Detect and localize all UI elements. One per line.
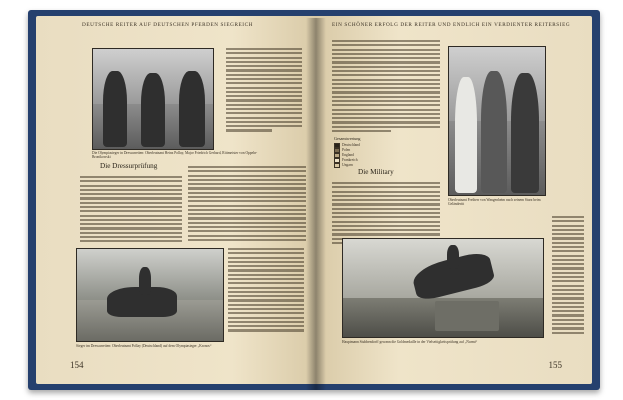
right-page xyxy=(316,16,592,384)
legend-item: Polen xyxy=(334,148,361,153)
legend-item: Frankreich xyxy=(334,158,361,163)
right-page-number: 155 xyxy=(548,360,562,370)
photo-bottom-caption: Sieger im Dressurreiten: Oberleutnant Pollay (Deutschland) auf dem Olympiasieger „Kronos“ xyxy=(76,344,212,348)
rider-figure xyxy=(139,267,151,295)
legend-title: Gesamtwertung xyxy=(334,136,361,141)
left-page-header: DEUTSCHE REITER AUF DEUTSCHEN PFERDEN SIEGREICH xyxy=(82,22,254,28)
person-figure xyxy=(481,71,507,193)
photo-officer-injured xyxy=(448,46,546,196)
legend-item: Deutschland xyxy=(334,143,361,148)
rider-figure xyxy=(447,245,459,269)
legend-swatch xyxy=(334,163,340,168)
person-figure xyxy=(179,71,205,147)
right-page-header: EIN SCHÖNER ERFOLG DER REITER UND ENDLICH EIN VERDIENTER REITERSIEG xyxy=(332,22,571,28)
photo-top-caption-right: Oberleutnant Freiherr von Wangenheim nach seinem Sturz beim Geländeritt xyxy=(448,198,541,207)
right-column-text xyxy=(552,216,584,336)
person-figure xyxy=(511,73,539,193)
right-body-text xyxy=(332,182,440,246)
photo-riders-group xyxy=(92,48,214,150)
right-section-title: Die Military xyxy=(358,168,394,176)
person-figure xyxy=(141,73,165,147)
left-body-text-2 xyxy=(188,166,306,243)
medal-legend xyxy=(334,136,361,168)
left-column-text xyxy=(226,48,302,134)
left-page-number: 154 xyxy=(70,360,84,370)
left-body-text-3 xyxy=(228,248,304,334)
photo-bottom-caption-right: Hauptmann Stubbendorff gewann die Goldmedaille in der Vielseitigkeitsprüfung auf „Nurmi“ xyxy=(342,340,478,344)
photo-top-caption: Die Olympiasieger in Dressurreiten: Oberleutnant Heinz Pollay, Major Friedrich Gerhard, Rittmeister von Oppeln-Bronikowski xyxy=(92,151,258,160)
right-top-text xyxy=(332,40,440,134)
fence-obstacle xyxy=(435,301,499,331)
person-figure xyxy=(455,77,477,193)
photo-dressage-horse xyxy=(76,248,224,342)
book-spine xyxy=(306,18,326,390)
left-section-title: Die Dressurprüfung xyxy=(100,162,158,170)
photo-military-jump xyxy=(342,238,544,338)
person-figure xyxy=(103,71,127,147)
left-body-text xyxy=(80,176,182,245)
legend-item: Ungarn xyxy=(334,163,361,168)
legend-item: England xyxy=(334,153,361,158)
left-page xyxy=(36,16,316,384)
